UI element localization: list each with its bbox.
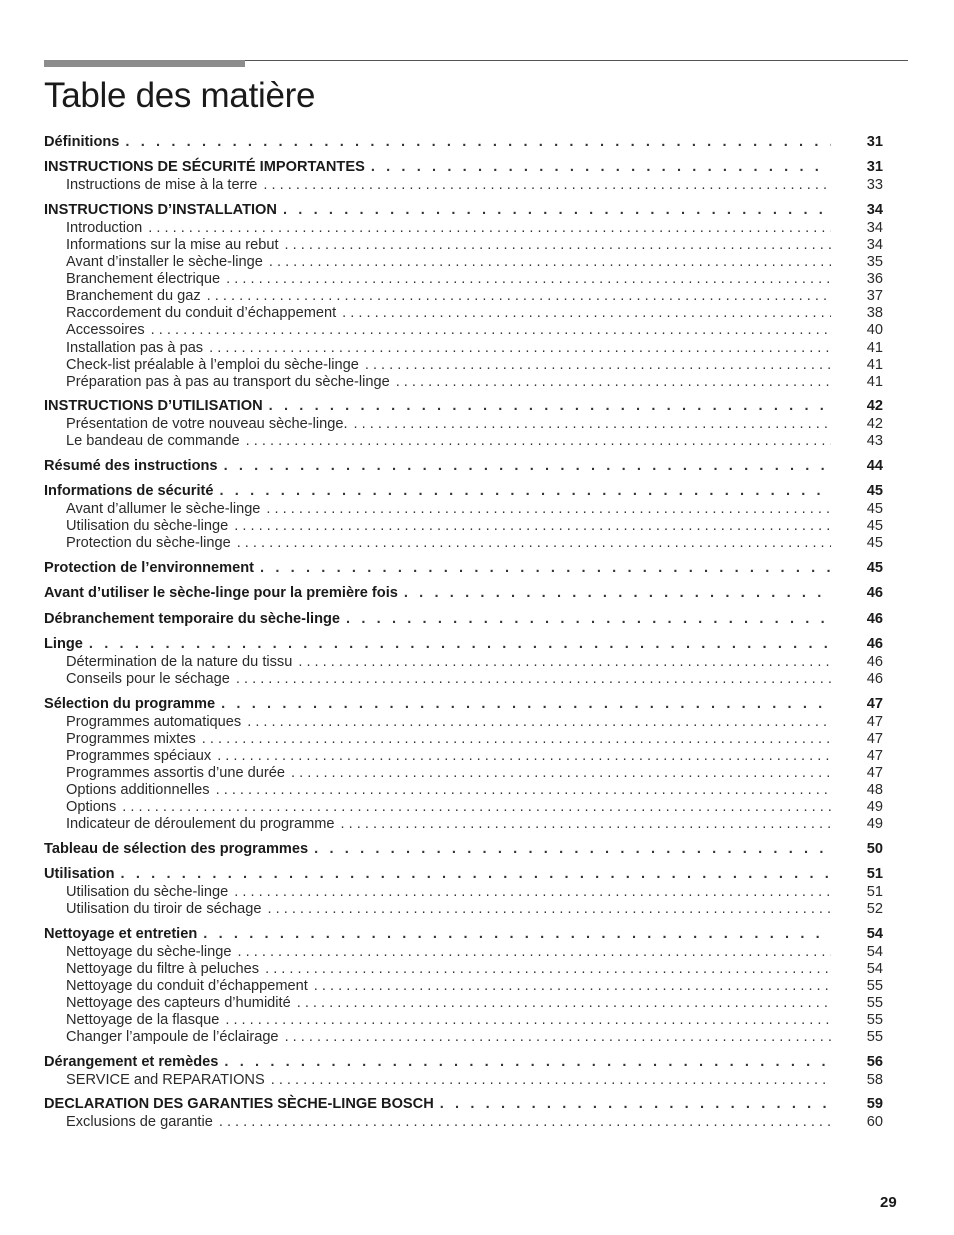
toc-entry-label: Branchement électrique: [66, 271, 221, 288]
toc-entry-page: 43: [866, 433, 883, 450]
dot-leader: [221, 695, 831, 714]
toc-subsection-entry[interactable]: [44, 1012, 883, 1029]
dot-leader: [260, 559, 831, 578]
toc-subsection-entry[interactable]: [44, 816, 883, 833]
dot-leader: [148, 220, 831, 237]
toc-entry-page: 58: [866, 1071, 883, 1088]
toc-entry-page: 54: [866, 925, 883, 942]
toc-entry-page: 47: [866, 695, 883, 712]
toc-section-entry[interactable]: [44, 133, 883, 152]
toc-subsection-entry[interactable]: [44, 374, 883, 391]
toc-entry-label: Changer l’ampoule de l’éclairage: [66, 1029, 279, 1046]
toc-entry-label: Nettoyage du conduit d’échappement: [66, 977, 308, 994]
toc-entry-label: Options additionnelles: [66, 781, 210, 798]
toc-entry-page: 47: [866, 713, 883, 730]
toc-subsection-entry[interactable]: [44, 978, 883, 995]
toc-entry-label: Accessoires: [66, 322, 145, 339]
toc-subsection-entry[interactable]: [44, 714, 883, 731]
toc-entry-label: Utilisation du tiroir de séchage: [66, 901, 262, 918]
dot-leader: [271, 1072, 831, 1089]
dot-leader: [151, 322, 831, 339]
toc-entry-page: 49: [866, 816, 883, 833]
dot-leader: [291, 765, 831, 782]
dot-leader: [224, 457, 831, 476]
toc-entry-page: 45: [866, 501, 883, 518]
dot-leader: [224, 1053, 831, 1072]
toc-subsection-entry[interactable]: [44, 501, 883, 518]
toc-entry-page: 51: [866, 884, 883, 901]
toc-entry-label: Raccordement du conduit d’échappement: [66, 305, 337, 322]
toc-subsection-entry[interactable]: [44, 799, 883, 816]
toc-subsection-entry[interactable]: [44, 944, 883, 961]
toc-subsection-entry[interactable]: [44, 518, 883, 535]
dot-leader: [220, 482, 832, 501]
toc-section-entry[interactable]: [44, 397, 883, 416]
toc-entry-page: 55: [866, 994, 883, 1011]
toc-entry-page: 47: [866, 747, 883, 764]
dot-leader: [265, 961, 831, 978]
dot-leader: [298, 654, 831, 671]
toc-entry-page: 60: [866, 1114, 883, 1131]
dot-leader: [396, 374, 831, 391]
toc-entry-label: Avant d’installer le sèche-linge: [66, 254, 263, 271]
toc-entry-page: 54: [866, 960, 883, 977]
toc-entry-page: 36: [866, 271, 883, 288]
toc-entry-label: Informations de sécurité: [44, 483, 214, 500]
toc-entry-page: 40: [866, 322, 883, 339]
toc-entry-label: Protection de l’environnement: [44, 559, 255, 576]
toc-entry-page: 31: [866, 134, 883, 150]
toc-entry-page: 46: [866, 610, 883, 627]
table-of-contents: [44, 133, 883, 1131]
dot-leader: [371, 158, 831, 177]
toc-subsection-entry[interactable]: [44, 961, 883, 978]
toc-subsection-entry[interactable]: [44, 322, 883, 339]
toc-entry-page: 55: [866, 977, 883, 994]
toc-entry-page: 33: [866, 177, 883, 194]
dot-leader: [234, 518, 831, 535]
dot-leader: [285, 1029, 831, 1046]
toc-entry-page: 46: [866, 671, 883, 688]
dot-leader: [237, 535, 831, 552]
toc-entry-label: Protection du sèche-linge: [66, 535, 231, 552]
dot-leader: [266, 501, 831, 518]
toc-entry-label: Check-list préalable à l’emploi du sèche-linge: [66, 356, 359, 373]
toc-entry-page: 45: [866, 483, 883, 500]
toc-entry-label: Présentation de votre nouveau sèche-linge.: [66, 416, 348, 433]
toc-entry-page: 44: [866, 457, 883, 474]
dot-leader: [225, 1012, 831, 1029]
toc-subsection-entry[interactable]: [44, 220, 883, 237]
dot-leader: [346, 610, 831, 629]
toc-section-entry[interactable]: [44, 559, 883, 578]
toc-entry-label: Indicateur de déroulement du programme: [66, 816, 335, 833]
toc-entry-label: Conseils pour le séchage: [66, 671, 230, 688]
toc-entry-page: 41: [866, 339, 883, 356]
toc-subsection-entry[interactable]: [44, 782, 883, 799]
toc-entry-page: 48: [866, 781, 883, 798]
toc-entry-page: 37: [866, 288, 883, 305]
toc-entry-label: Introduction: [66, 219, 143, 236]
toc-entry-label: Installation pas à pas: [66, 339, 204, 356]
toc-entry-label: Définitions: [44, 134, 120, 150]
toc-subsection-entry[interactable]: [44, 535, 883, 552]
toc-entry-page: 35: [866, 254, 883, 271]
dot-leader: [209, 340, 831, 357]
toc-entry-page: 55: [866, 1011, 883, 1028]
toc-entry-page: 49: [866, 799, 883, 816]
toc-subsection-entry[interactable]: [44, 765, 883, 782]
toc-section-entry[interactable]: [44, 635, 883, 654]
dot-leader: [217, 748, 831, 765]
toc-entry-page: 34: [866, 219, 883, 236]
toc-entry-label: Avant d’utiliser le sèche-linge pour la première fois: [44, 585, 398, 602]
dot-leader: [234, 884, 831, 901]
dot-leader: [268, 901, 832, 918]
toc-entry-label: Linge: [44, 636, 83, 653]
toc-entry-page: 46: [866, 654, 883, 671]
toc-subsection-entry[interactable]: [44, 884, 883, 901]
toc-section-entry[interactable]: [44, 1095, 883, 1114]
toc-entry-page: 34: [866, 236, 883, 253]
toc-subsection-entry[interactable]: [44, 654, 883, 671]
toc-entry-label: Avant d’allumer le sèche-linge: [66, 501, 261, 518]
toc-subsection-entry[interactable]: [44, 271, 883, 288]
toc-entry-page: 31: [866, 159, 883, 176]
dot-leader: [122, 799, 831, 816]
toc-subsection-entry[interactable]: [44, 237, 883, 254]
dot-leader: [247, 714, 831, 731]
toc-entry-label: Exclusions de garantie: [66, 1114, 213, 1131]
toc-entry-label: Débranchement temporaire du sèche-linge: [44, 610, 341, 627]
toc-subsection-entry[interactable]: [44, 1072, 883, 1089]
toc-section-entry[interactable]: [44, 1053, 883, 1072]
toc-entry-label: Résumé des instructions: [44, 457, 218, 474]
toc-entry-page: 56: [866, 1053, 883, 1070]
toc-entry-page: 42: [866, 416, 883, 433]
toc-subsection-entry[interactable]: [44, 305, 883, 322]
toc-section-entry[interactable]: [44, 610, 883, 629]
toc-entry-page: 45: [866, 559, 883, 576]
toc-entry-label: Utilisation du sèche-linge: [66, 518, 229, 535]
toc-subsection-entry[interactable]: [44, 1114, 883, 1131]
toc-entry-label: Programmes automatiques: [66, 713, 242, 730]
dot-leader: [203, 925, 831, 944]
toc-entry-page: 54: [866, 943, 883, 960]
dot-leader: [121, 865, 831, 884]
dot-leader: [89, 635, 831, 654]
toc-entry-label: Branchement du gaz: [66, 288, 201, 305]
dot-leader: [404, 584, 831, 603]
toc-subsection-entry[interactable]: [44, 433, 883, 450]
dot-leader: [236, 671, 831, 688]
toc-subsection-entry[interactable]: [44, 177, 883, 194]
toc-entry-label: Nettoyage et entretien: [44, 925, 198, 942]
toc-entry-label: INSTRUCTIONS D’UTILISATION: [44, 398, 263, 415]
toc-section-entry[interactable]: [44, 201, 883, 220]
toc-entry-page: 46: [866, 636, 883, 653]
dot-leader: [440, 1095, 831, 1114]
toc-entry-label: Préparation pas à pas au transport du sèche-linge: [66, 373, 390, 390]
toc-entry-page: 52: [866, 901, 883, 918]
toc-entry-label: Utilisation: [44, 866, 115, 883]
toc-entry-label: Sélection du programme: [44, 695, 216, 712]
dot-leader: [263, 177, 831, 194]
toc-section-entry[interactable]: [44, 584, 883, 603]
toc-section-entry[interactable]: [44, 482, 883, 501]
toc-subsection-entry[interactable]: [44, 748, 883, 765]
dot-leader: [342, 305, 831, 322]
dot-leader: [269, 254, 831, 271]
toc-subsection-entry[interactable]: [44, 357, 883, 374]
toc-entry-label: Détermination de la nature du tissu: [66, 654, 293, 671]
toc-section-entry[interactable]: [44, 158, 883, 177]
dot-leader: [297, 995, 831, 1012]
toc-entry-label: Le bandeau de commande: [66, 433, 240, 450]
toc-subsection-entry[interactable]: [44, 1029, 883, 1046]
toc-subsection-entry[interactable]: [44, 731, 883, 748]
toc-entry-label: Programmes assortis d’une durée: [66, 764, 286, 781]
toc-entry-page: 41: [866, 373, 883, 390]
dot-leader: [365, 357, 831, 374]
toc-entry-page: 55: [866, 1029, 883, 1046]
toc-entry-page: 50: [866, 840, 883, 857]
toc-entry-label: Nettoyage du filtre à peluches: [66, 960, 260, 977]
toc-subsection-entry[interactable]: [44, 671, 883, 688]
dot-leader: [238, 944, 831, 961]
toc-entry-page: 38: [866, 305, 883, 322]
toc-section-entry[interactable]: [44, 840, 883, 859]
toc-subsection-entry[interactable]: [44, 995, 883, 1012]
toc-entry-label: SERVICE and REPARATIONS: [66, 1071, 265, 1088]
dot-leader: [354, 416, 831, 433]
toc-entry-page: 46: [866, 585, 883, 602]
toc-entry-page: 47: [866, 764, 883, 781]
toc-entry-page: 59: [866, 1096, 883, 1113]
toc-entry-page: 51: [866, 866, 883, 883]
toc-entry-label: Instructions de mise à la terre: [66, 177, 258, 194]
toc-entry-page: 45: [866, 535, 883, 552]
dot-leader: [314, 840, 831, 859]
dot-leader: [283, 201, 831, 220]
toc-entry-label: Nettoyage du sèche-linge: [66, 943, 232, 960]
toc-entry-page: 47: [866, 730, 883, 747]
toc-entry-label: Utilisation du sèche-linge: [66, 884, 229, 901]
toc-entry-label: Dérangement et remèdes: [44, 1053, 219, 1070]
toc-entry-page: 42: [866, 398, 883, 415]
dot-leader: [285, 237, 831, 254]
toc-entry-label: INSTRUCTIONS DE SÉCURITÉ IMPORTANTES: [44, 159, 365, 176]
page-number: 29: [880, 1194, 897, 1211]
dot-leader: [226, 271, 831, 288]
toc-entry-page: 41: [866, 356, 883, 373]
dot-leader: [202, 731, 831, 748]
dot-leader: [216, 782, 831, 799]
page-title: Table des matière: [44, 76, 316, 115]
toc-entry-label: DECLARATION DES GARANTIES SÈCHE-LINGE BOSCH: [44, 1096, 434, 1113]
toc-entry-label: Programmes spéciaux: [66, 747, 212, 764]
toc-section-entry[interactable]: [44, 457, 883, 476]
toc-entry-label: Nettoyage des capteurs d’humidité: [66, 994, 291, 1011]
dot-leader: [125, 133, 831, 152]
dot-leader: [269, 397, 831, 416]
toc-entry-label: Options: [66, 799, 117, 816]
toc-section-entry[interactable]: [44, 865, 883, 884]
toc-section-entry[interactable]: [44, 925, 883, 944]
toc-entry-label: INSTRUCTIONS D’INSTALLATION: [44, 201, 277, 218]
dot-leader: [341, 816, 831, 833]
toc-entry-label: Tableau de sélection des programmes: [44, 840, 309, 857]
toc-entry-label: Nettoyage de la flasque: [66, 1011, 220, 1028]
dot-leader: [314, 978, 831, 995]
toc-entry-page: 45: [866, 518, 883, 535]
toc-subsection-entry[interactable]: [44, 288, 883, 305]
dot-leader: [219, 1114, 831, 1131]
dot-leader: [207, 288, 831, 305]
toc-subsection-entry[interactable]: [44, 254, 883, 271]
toc-entry-label: Informations sur la mise au rebut: [66, 236, 279, 253]
dot-leader: [246, 433, 831, 450]
toc-entry-page: 34: [866, 201, 883, 218]
header-accent-bar: [44, 60, 245, 67]
toc-subsection-entry[interactable]: [44, 901, 883, 918]
toc-section-entry[interactable]: [44, 695, 883, 714]
toc-entry-label: Programmes mixtes: [66, 730, 196, 747]
toc-subsection-entry[interactable]: [44, 340, 883, 357]
toc-subsection-entry[interactable]: [44, 416, 883, 433]
